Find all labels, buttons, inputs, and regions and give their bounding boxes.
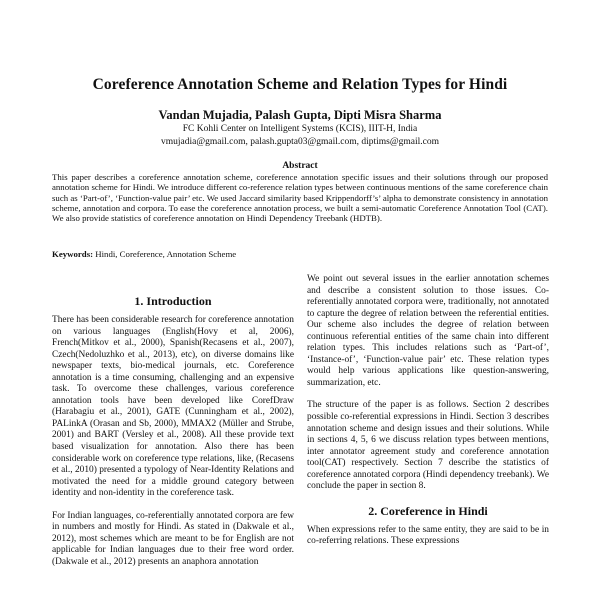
author-affiliation-block xyxy=(0,123,600,149)
section-2-heading: 2. Coreference in Hindi xyxy=(368,503,488,518)
author-emails: vmujadia@gmail.com, palash.gupta03@gmail.com, diptims@gmail.com xyxy=(161,137,439,147)
section-2-paragraph-1: When expressions refer to the same entity, they are said to be in co-referring relations. These expressions xyxy=(307,524,549,547)
abstract-heading: Abstract xyxy=(282,161,318,171)
abstract-text: This paper describes a coreference annotation scheme, coreference annotation specific issues and their solutions through our proposed annotation scheme for Hindi. We introduce different co-reference relation types between continuous mentions of the same coreference chain such as ‘Part-of’, ‘Function-value pair’ etc. We used Jaccard similarity based Krippendorff’s’ alpha to demonstrate consistency in annotation scheme, annotation and corpora. To ease the coreference annotation process, we built a semi-automatic Coreference Annotation Tool (CAT). We also provide statistics of coreference annotation on Hindi Dependency Treebank (HDTB). xyxy=(52,172,548,224)
intro-paragraph-3: We point out several issues in the earlier annotation schemes and describe a consistent solution to those issues. Co-referentially annotated corpora were, traditionally, not annotated to capture the degree of relation between the referential entities. Our scheme also includes the degree of relation between continuous referential entities of the same chain into different relation types. This includes relations such as ‘Part-of’, ‘Instance-of’, ‘Function-value pair’ etc. These relation types would help various applications like question-answering, summarization, etc. xyxy=(307,274,549,388)
keywords-label: Keywords: xyxy=(52,249,94,259)
section-1-paragraph-2: For Indian languages, co-referentially annotated corpora are few in numbers and mostly for Hindi. As stated in (Dakwale et al., 2012), most schemes which are meant to be for English are not applicable for Indian languages due to their free word order. (Dakwale et al., 2012) presents an anaphora annotation xyxy=(52,510,294,567)
section-1-paragraph-1: There has been considerable research for coreference annotation on various languages (English(Hovy et al, 2006), French(Mitkov et al., 2000), Spanish(Recasens et al., 2007), Czech(Nedoluzhko et al., 2013), etc), on diverse domains like newspaper texts, bio-medical journals, etc. Coreference annotation is a time consuming, challenging and an expensive task. To overcome these challenges, various coreference annotation tools have been developed like CorefDraw (Harabagiu et al., 2001), GATE (Cunningham et al., 2002), PALinkA (Orasan and Sb, 2000), MMAX2 (Müller and Strube, 2001) and BART (Versley et al., 2008). All these provide text based visualization for annotation. Also there has been considerable work on coreference type relations, like, (Recasens et al., 2010) presented a typology of Near-Identity Relations and motivated the need for a middle ground category between identity and non-identity in the coreference task. xyxy=(52,315,294,499)
keywords-line xyxy=(52,249,548,259)
section-1-heading: 1. Introduction xyxy=(134,294,212,308)
paper-title: Coreference Annotation Scheme and Relation Types for Hindi xyxy=(92,76,508,93)
keywords-value: Hindi, Coreference, Annotation Scheme xyxy=(95,249,237,259)
intro-paragraph-4: The structure of the paper is as follows. Section 2 describes possible co-referential expressions in Hindi. Section 3 describes annotation scheme and design issues and their solutions. While in sections 4, 5, 6 we discuss relation types between mentions, inter annotator agreement study and coreference annotation tool(CAT) respectively. Section 7 describe the statistics of coreference annotated corpora (Hindi dependency treebank). We conclude the paper in section 8. xyxy=(307,400,549,492)
right-column xyxy=(307,274,549,559)
affiliation: FC Kohli Center on Intelligent Systems (KCIS), IIIT-H, India xyxy=(182,124,418,134)
left-column xyxy=(52,294,294,579)
paper-authors: Vandan Mujadia, Palash Gupta, Dipti Misra Sharma xyxy=(158,108,442,122)
